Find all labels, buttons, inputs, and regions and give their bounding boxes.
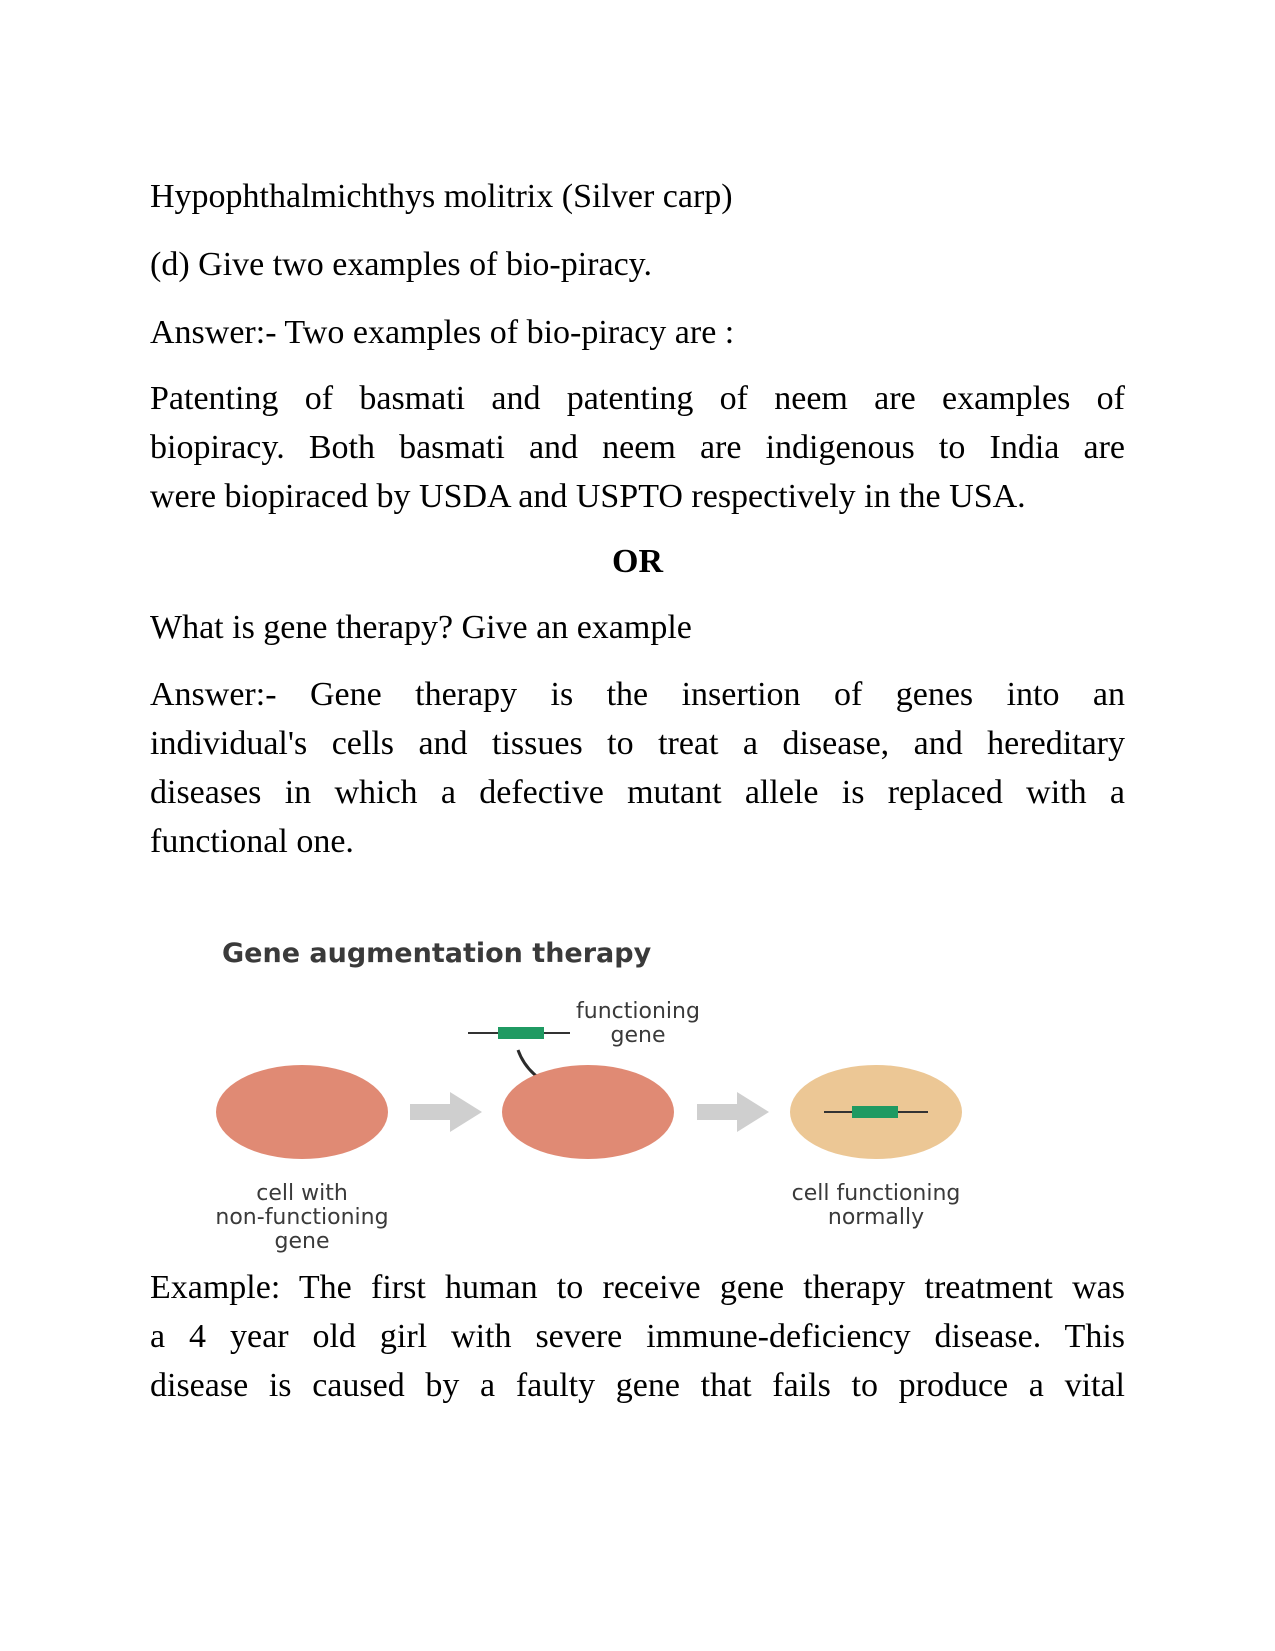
- answer-d-line-2: biopiracy. Both basmati and neem are indigenous to India are: [150, 429, 1125, 466]
- example-line-3: disease is caused by a faulty gene that fails to produce a vital: [150, 1367, 1125, 1404]
- example-line-1: Example: The first human to receive gene therapy treatment was: [150, 1269, 1125, 1306]
- label-functioning-gene-line2: gene: [610, 1023, 666, 1048]
- gene-therapy-figure: [180, 930, 1080, 1290]
- question-d: (d) Give two examples of bio-piracy.: [150, 246, 652, 283]
- example-body: [150, 1263, 1125, 1410]
- label-cell-nonfunctioning-line2: non-functioning: [215, 1205, 389, 1230]
- label-functioning-gene-line1: functioning: [576, 999, 700, 1024]
- process-arrow-1-icon: [410, 1092, 482, 1132]
- answer-alt-body: [150, 670, 1125, 866]
- free-gene-icon: [468, 1027, 570, 1039]
- answer-alt-line-2: individual's cells and tissues to treat a disease, and hereditary: [150, 725, 1125, 762]
- gene-therapy-diagram: [180, 930, 1080, 1290]
- label-cell-nonfunctioning-line3: gene: [274, 1229, 330, 1254]
- question-alt: What is gene therapy? Give an example: [150, 609, 692, 646]
- example-line-2: a 4 year old girl with severe immune-deficiency disease. This: [150, 1318, 1125, 1355]
- or-separator: OR: [612, 543, 663, 580]
- answer-alt-line-1: Answer:- Gene therapy is the insertion of genes into an: [150, 676, 1125, 713]
- figure-title: Gene augmentation therapy: [222, 938, 652, 969]
- answer-alt-line-3: diseases in which a defective mutant allele is replaced with a: [150, 774, 1125, 811]
- label-cell-normal-line1: cell functioning: [791, 1181, 961, 1206]
- answer-d-line-3: were biopiraced by USDA and USPTO respectively in the USA.: [150, 478, 1026, 515]
- process-arrow-2-icon: [697, 1092, 769, 1132]
- label-cell-normal-line2: normally: [827, 1205, 925, 1230]
- answer-d-line-1: Patenting of basmati and patenting of neem are examples of: [150, 380, 1125, 417]
- species-line: Hypophthalmichthys molitrix (Silver carp): [150, 178, 733, 215]
- cell-receiving-gene-icon: [502, 1065, 674, 1159]
- cell-nonfunctioning-icon: [216, 1065, 388, 1159]
- answer-alt-line-4: functional one.: [150, 823, 354, 860]
- answer-d-intro: Answer:- Two examples of bio-piracy are :: [150, 314, 735, 351]
- label-cell-nonfunctioning-line1: cell with: [256, 1181, 348, 1206]
- answer-d-body: [150, 374, 1125, 521]
